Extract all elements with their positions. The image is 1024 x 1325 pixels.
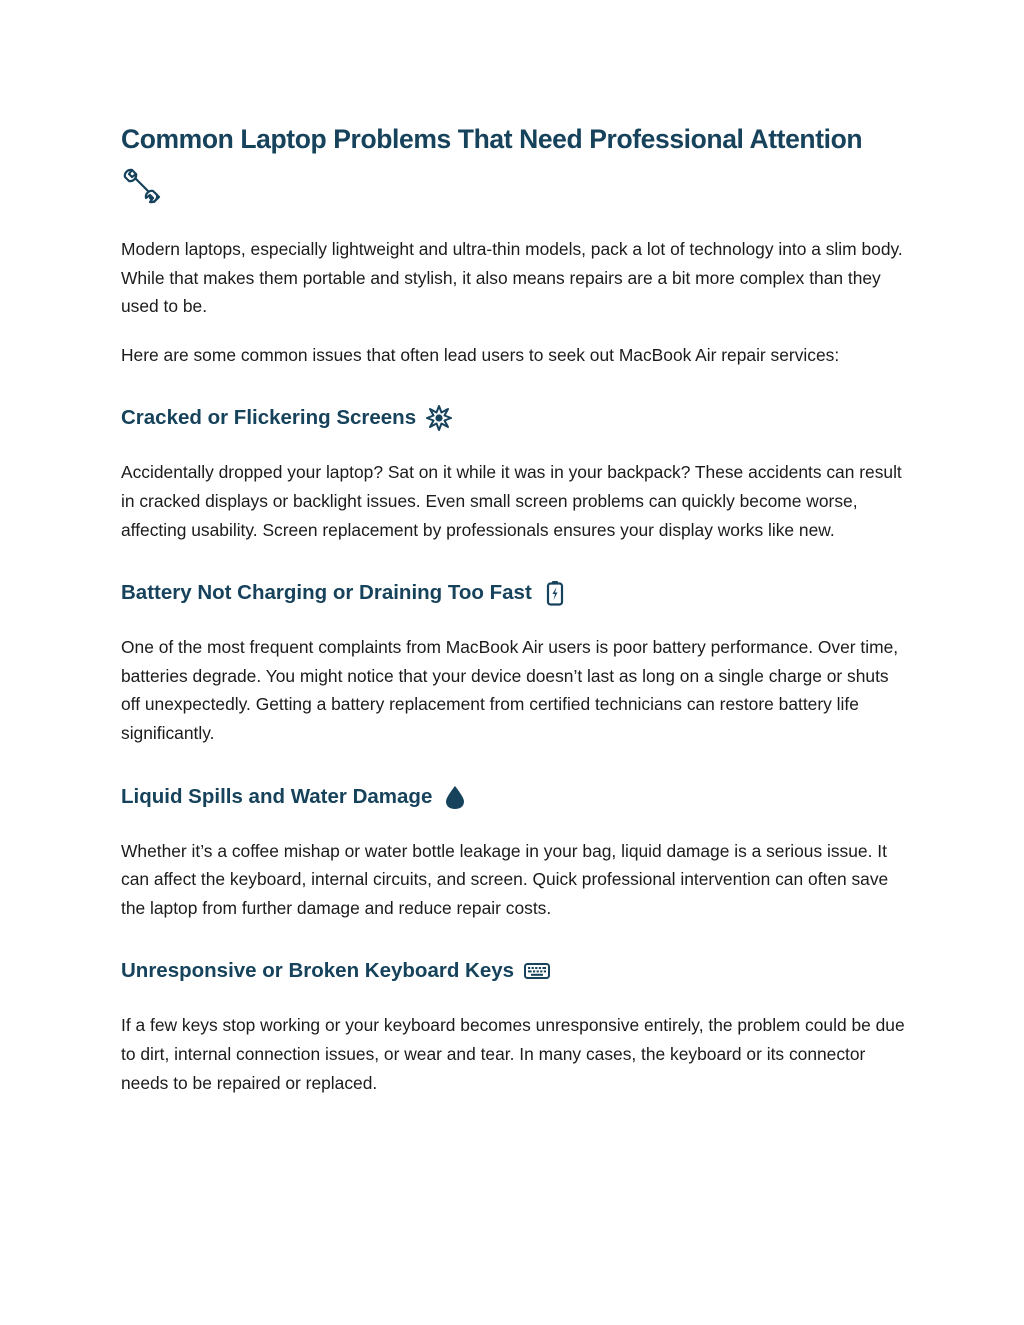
section-heading-liquid <box>121 782 911 812</box>
section-body: One of the most frequent complaints from MacBook Air users is poor battery performance. Over time, batteries degrade. You might notice that your device doesn’t last as long on a single charge or shuts off unexpectedly. Getting a battery replacement from certified technicians can restore battery life significantly. <box>121 637 899 743</box>
wrench-icon <box>121 166 161 206</box>
section-heading-battery <box>121 578 911 608</box>
section-heading-text: Battery Not Charging or Draining Too Fast <box>121 581 532 605</box>
section-heading-text: Cracked or Flickering Screens <box>121 406 417 430</box>
section-heading-screens <box>121 403 911 433</box>
droplet-icon <box>442 784 468 810</box>
page-title: Common Laptop Problems That Need Professional Attention <box>121 124 863 154</box>
burst-icon <box>426 405 452 431</box>
intro-paragraph: Here are some common issues that often lead users to seek out MacBook Air repair services: <box>121 344 840 365</box>
keyboard-icon <box>524 958 550 984</box>
intro <box>121 235 911 369</box>
section-heading-text: Liquid Spills and Water Damage <box>121 784 433 808</box>
document-page <box>121 120 911 1097</box>
battery-icon <box>542 580 568 606</box>
section-body: Whether it’s a coffee mishap or water bottle leakage in your bag, liquid damage is a serious issue. It can affect the keyboard, internal circuits, and screen. Quick professional intervention can often save the laptop from further damage and reduce repair costs. <box>121 840 889 918</box>
intro-paragraph: Modern laptops, especially lightweight and ultra-thin models, pack a lot of technology into a slim body. While that makes them portable and stylish, it also means repairs are a bit more complex than they used to be. <box>121 239 903 317</box>
section-body: If a few keys stop working or your keyboard becomes unresponsive entirely, the problem could be due to dirt, internal connection issues, or wear and tear. In many cases, the keyboard or its connector needs to be repaired or replaced. <box>121 1015 905 1093</box>
section-body: Accidentally dropped your laptop? Sat on it while it was in your backpack? These accidents can result in cracked displays or backlight issues. Even small screen problems can quickly become worse, affecting usability. Screen replacement by professionals ensures your display works like new. <box>121 462 902 540</box>
section-heading-text: Unresponsive or Broken Keyboard Keys <box>121 959 515 983</box>
section-heading-keyboard <box>121 956 911 986</box>
